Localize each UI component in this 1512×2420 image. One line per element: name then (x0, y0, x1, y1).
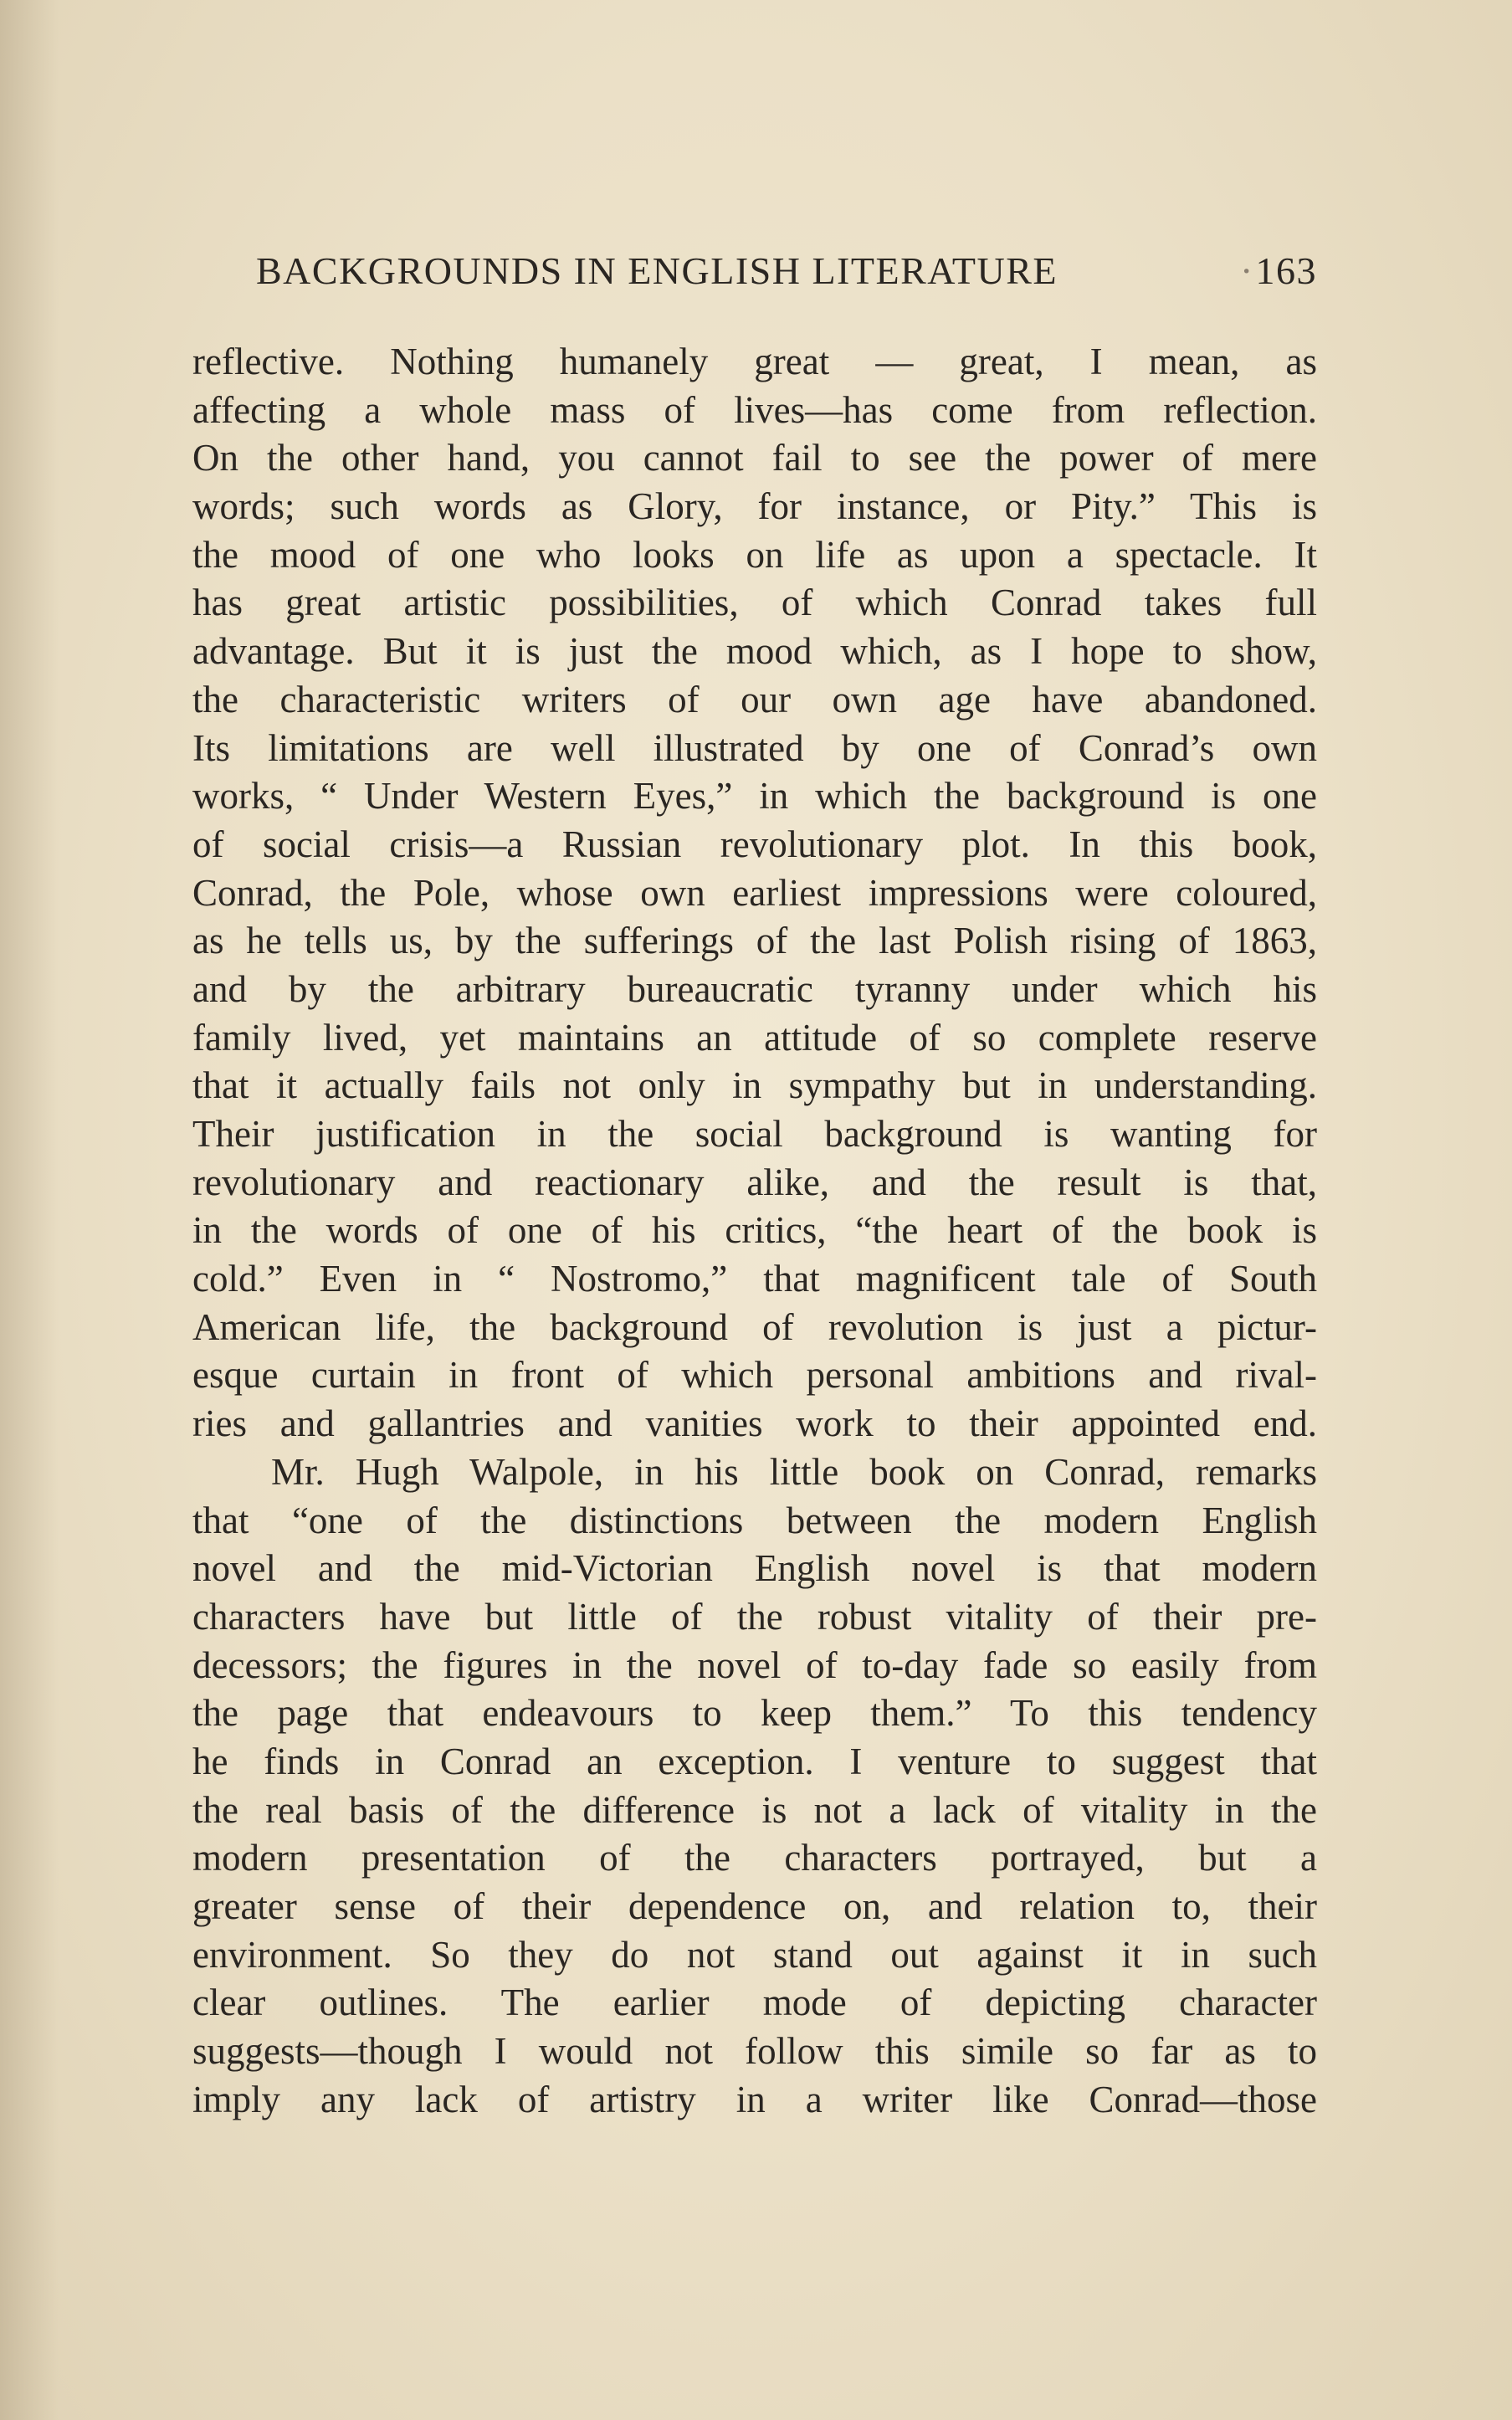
text-line: clear outlines. The earlier mode of depicting character (192, 1982, 1317, 2024)
text-line: advantage. But it is just the mood which, as I hope to show, (192, 630, 1317, 673)
text-line: he finds in Conrad an exception. I venture to suggest that (192, 1740, 1317, 1782)
text-line: affecting a whole mass of lives—has come from reflection. (192, 388, 1317, 431)
text-line: in the words of one of his critics, “the heart of the book is (192, 1209, 1317, 1252)
text-line: family lived, yet maintains an attitude of so complete reserve (192, 1016, 1317, 1059)
text-line: modern presentation of the characters portrayed, but a (192, 1837, 1317, 1879)
text-line: On the other hand, you cannot fail to see the power of mere (192, 437, 1317, 479)
text-line: the characteristic writers of our own age have abandoned. (192, 678, 1317, 720)
text-line: novel and the mid-Victorian English novel is that modern (192, 1547, 1317, 1590)
text-line: cold.” Even in “ Nostromo,” that magnificent tale of South (192, 1258, 1317, 1300)
text-line: and by the arbitrary bureaucratic tyranny under which his (192, 967, 1317, 1010)
text-line: the real basis of the difference is not a lack of vitality in the (192, 1788, 1317, 1831)
text-line: Their justification in the social background is wanting for (192, 1113, 1317, 1155)
running-title: BACKGROUNDS IN ENGLISH LITERATURE (256, 249, 1058, 292)
text-line: decessors; the figures in the novel of to-day fade so easily from (192, 1643, 1317, 1686)
running-header (256, 244, 1317, 298)
text-line: American life, the background of revolution is just a pictur- (192, 1305, 1317, 1348)
header-separator: · (1240, 249, 1254, 292)
page-body (192, 338, 1317, 2124)
text-line: that it actually fails not only in sympathy but in understanding. (192, 1064, 1317, 1107)
text-line: reflective. Nothing humanely great — great, I mean, as (192, 341, 1317, 382)
text-line: esque curtain in front of which personal ambitions and rival- (192, 1354, 1317, 1397)
text-line: has great artistic possibilities, of which Conrad takes full (192, 582, 1317, 624)
text-line: ries and gallantries and vanities work to their appointed end. (192, 1402, 1317, 1445)
text-line: characters have but little of the robust vitality of their pre- (192, 1595, 1317, 1638)
text-line: the mood of one who looks on life as upon a spectacle. It (192, 533, 1317, 576)
text-line: suggests—though I would not follow this simile so far as to (192, 2030, 1317, 2073)
text-line: imply any lack of artistry in a writer like Conrad—those (192, 2078, 1317, 2120)
text-line: greater sense of their dependence on, and relation to, their (192, 1885, 1317, 1927)
binding-shadow (0, 0, 59, 2420)
text-line: the page that endeavours to keep them.” To this tendency (192, 1692, 1317, 1735)
text-line: words; such words as Glory, for instance, or Pity.” This is (192, 485, 1317, 528)
paragraph-first-line: Mr. Hugh Walpole, in his little book on Conrad, remarks (271, 1450, 1317, 1493)
text-line: of social crisis—a Russian revolutionary plot. In this book, (192, 823, 1317, 865)
text-line: Its limitations are well illustrated by one of Conrad’s own (192, 726, 1317, 769)
page-number: 163 (1255, 249, 1317, 292)
text-line: environment. So they do not stand out against it in such (192, 1933, 1317, 1976)
text-line: revolutionary and reactionary alike, and the result is that, (192, 1161, 1317, 1203)
text-line: as he tells us, by the sufferings of the last Polish rising of 1863, (192, 920, 1317, 962)
text-line: Conrad, the Pole, whose own earliest impressions were coloured, (192, 871, 1317, 914)
text-line: works, “ Under Western Eyes,” in which the background is one (192, 775, 1317, 818)
text-line: that “one of the distinctions between the modern English (192, 1499, 1317, 1541)
